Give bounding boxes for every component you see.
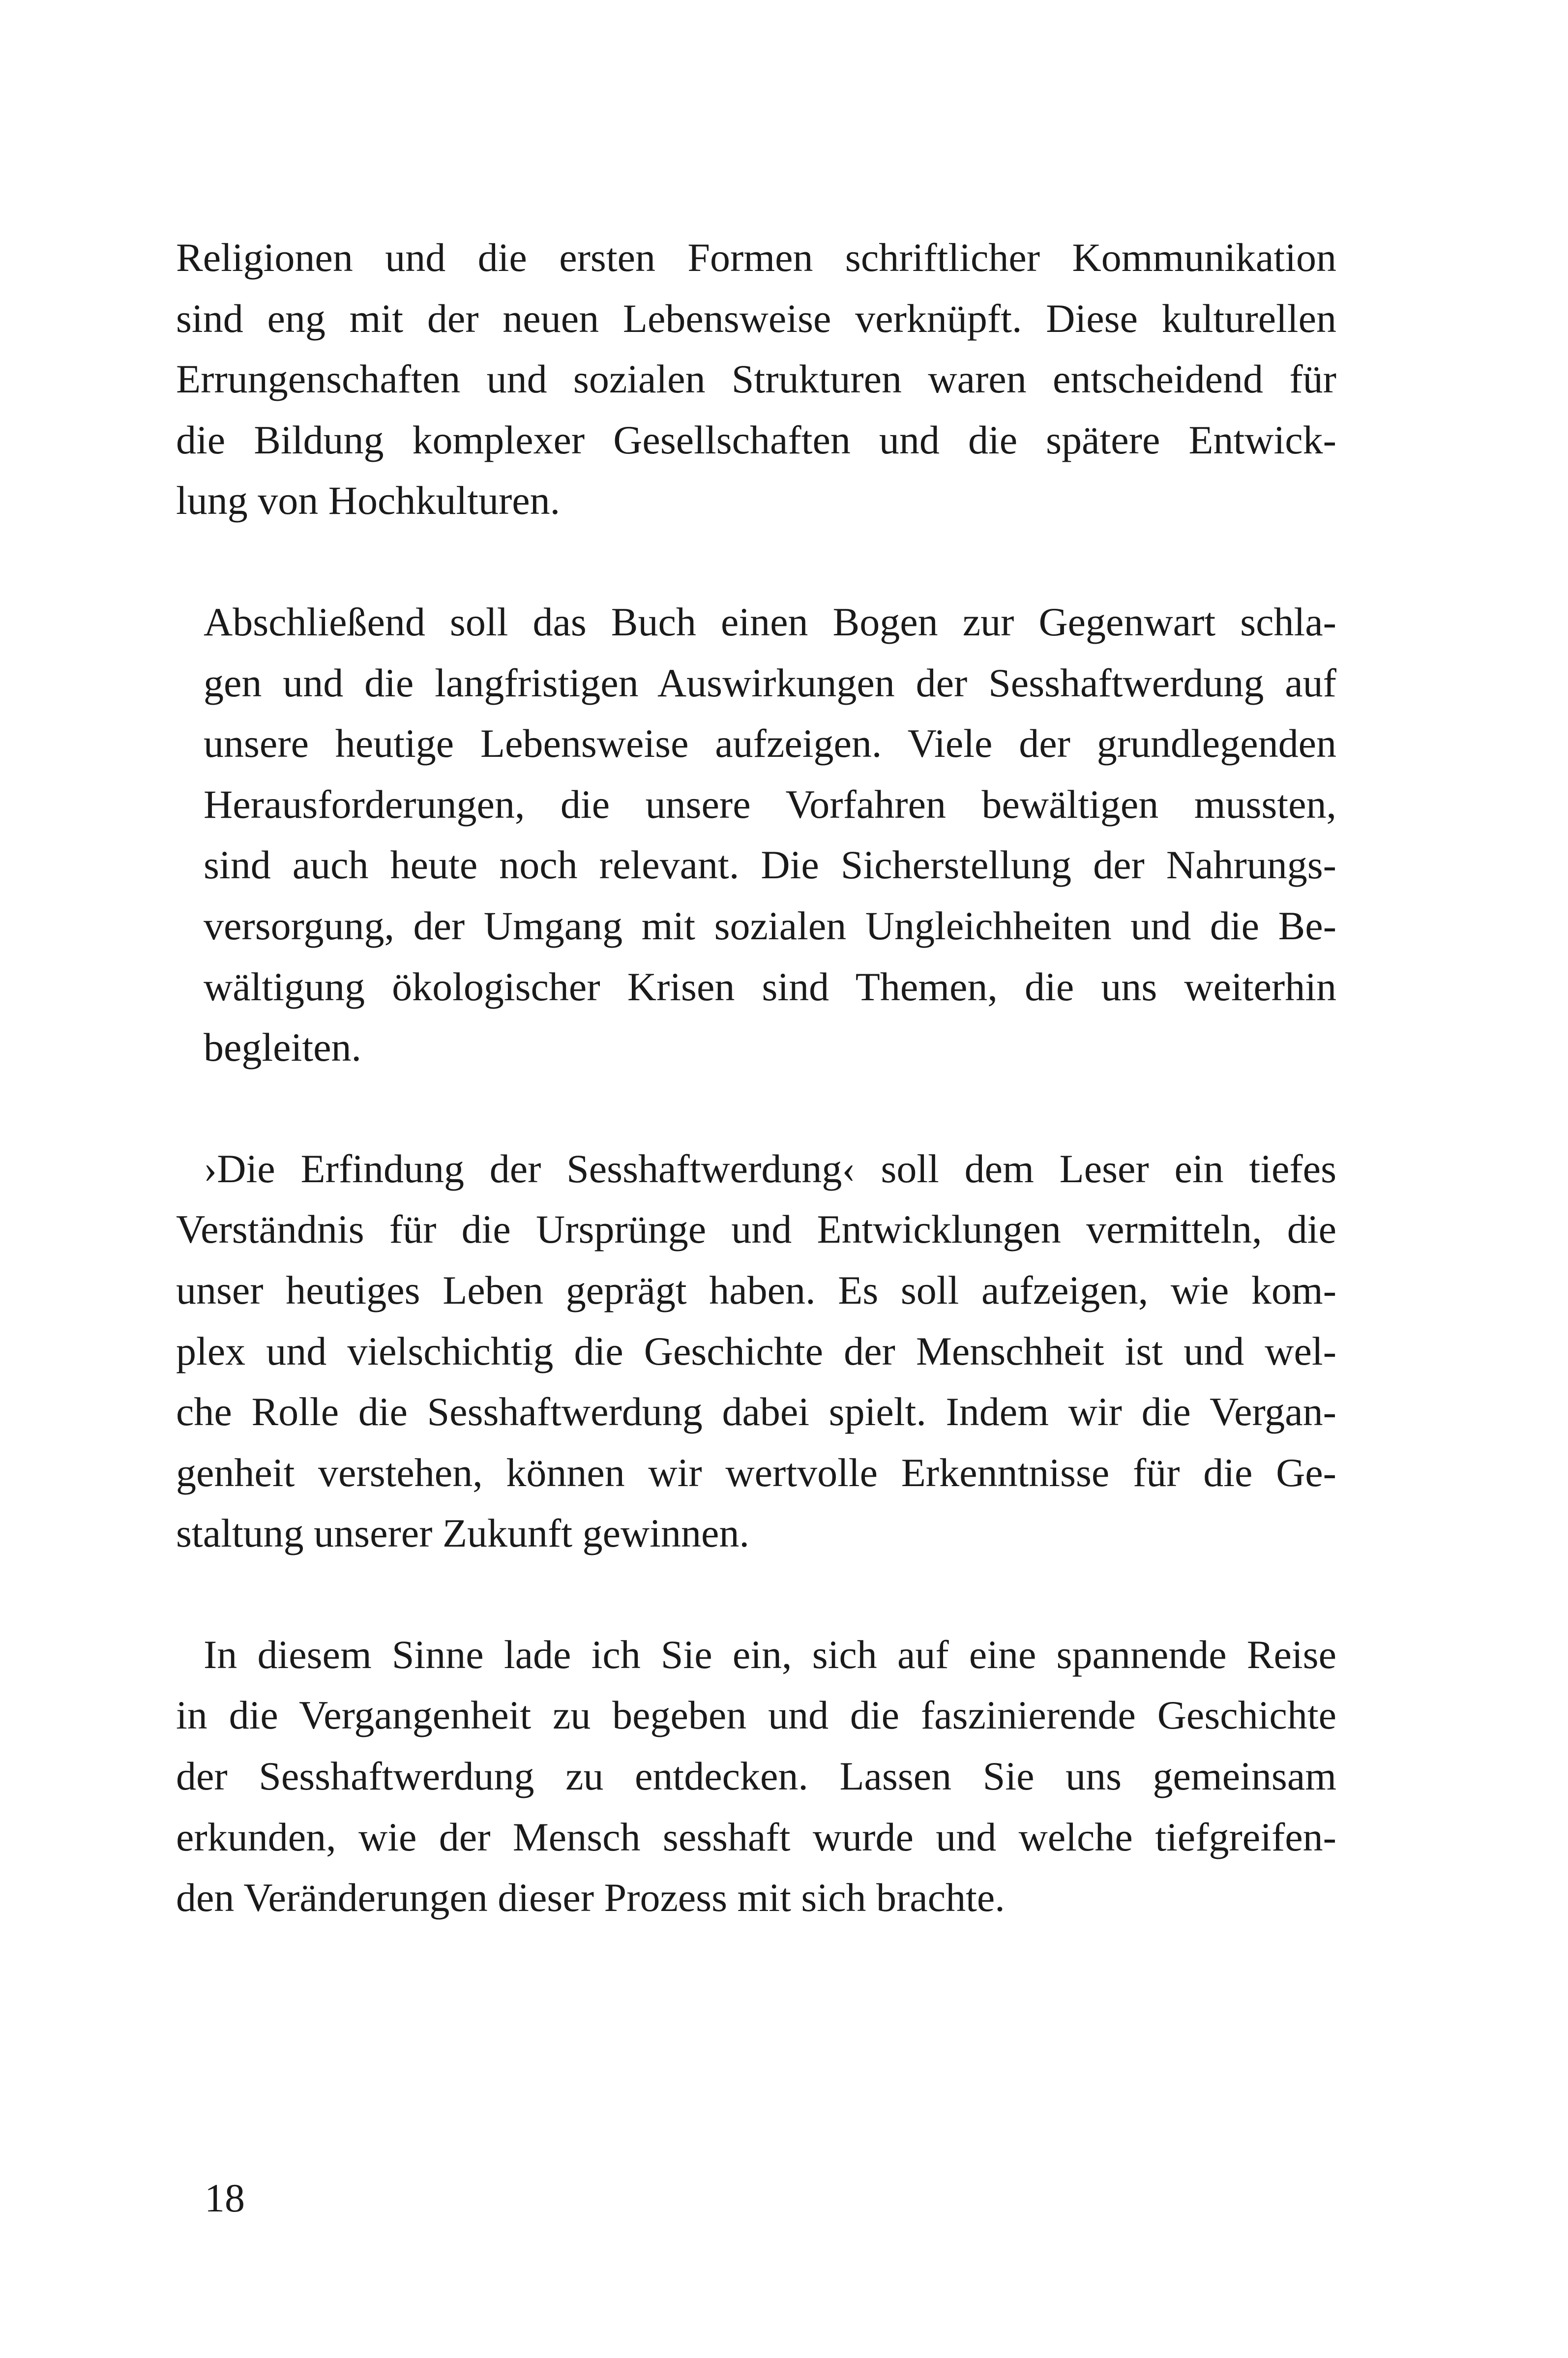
body-text [176,227,1336,1928]
text-line: Religionen und die ersten Formen schriftlicher Kommunikation [176,235,1336,280]
text-line: ›Die Erfindung der Sesshaftwerdung‹ soll dem Leser ein tiefes [204,1146,1336,1191]
text-line: den Veränderungen dieser Prozess mit sich brachte. [176,1875,1005,1920]
text-line: unser heutiges Leben geprägt haben. Es soll aufzeigen, wie kom- [176,1267,1336,1313]
text-line: gen und die langfristigen Auswirkungen der Sesshaftwerdung auf [204,660,1336,705]
text-line: staltung unserer Zukunft gewinnen. [176,1511,749,1556]
text-line: genheit verstehen, können wir wertvolle Erkenntnisse für die Ge- [176,1450,1336,1495]
text-line: plex und vielschichtig die Geschichte der Menschheit ist und wel- [176,1328,1336,1373]
text-line: lung von Hochkulturen. [176,478,561,523]
text-line: begleiten. [204,1025,362,1070]
text-line: unsere heutige Lebensweise aufzeigen. Viele der grundlegenden [204,721,1336,766]
text-line: wältigung ökologischer Krisen sind Themen, die uns weiterhin [204,964,1336,1009]
text-line: sind eng mit der neuen Lebensweise verknüpft. Diese kulturellen [176,296,1336,341]
paragraph-2 [176,592,1336,1078]
text-line: Abschließend soll das Buch einen Bogen zur Gegenwart schla- [204,599,1336,644]
text-line: sind auch heute noch relevant. Die Sicherstellung der Nahrungs- [204,842,1336,888]
text-line: versorgung, der Umgang mit sozialen Ungleichheiten und die Be- [204,903,1336,948]
text-line: In diesem Sinne lade ich Sie ein, sich auf eine spannende Reise [204,1632,1336,1677]
text-line: Herausforderungen, die unsere Vorfahren bewältigen mussten, [204,781,1336,827]
text-line: in die Vergangenheit zu begeben und die faszinierende Geschichte [176,1693,1336,1738]
paragraph-4 [176,1624,1336,1928]
text-line: che Rolle die Sesshaftwerdung dabei spielt. Indem wir die Vergan- [176,1389,1336,1434]
paragraph-1 [176,227,1336,531]
text-line: die Bildung komplexer Gesellschaften und die spätere Entwick- [176,417,1336,462]
text-line: erkunden, wie der Mensch sesshaft wurde und welche tiefgreifen- [176,1814,1336,1859]
text-line: der Sesshaftwerdung zu entdecken. Lassen Sie uns gemeinsam [176,1754,1336,1799]
page-number: 18 [205,2176,245,2220]
paragraph-3 [176,1138,1336,1564]
text-line: Verständnis für die Ursprünge und Entwicklungen vermitteln, die [176,1207,1336,1252]
text-line: Errungenschaften und sozialen Strukturen waren entscheidend für [176,357,1336,402]
